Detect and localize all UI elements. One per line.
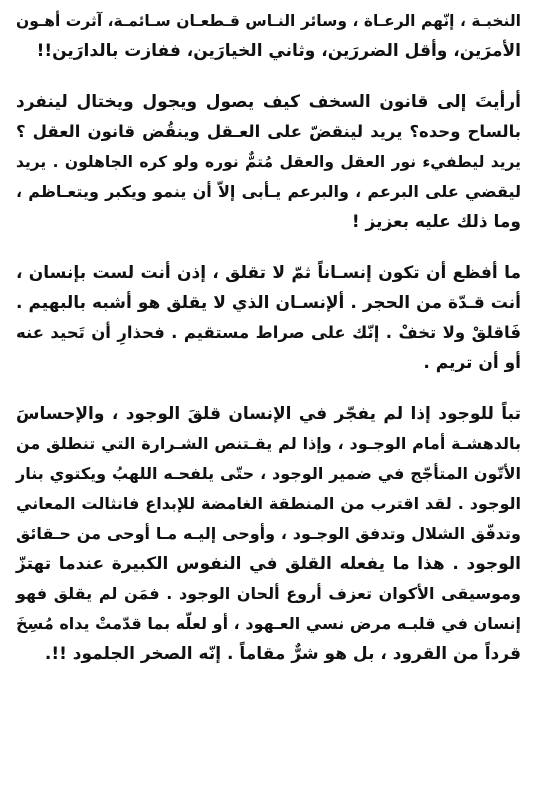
text-line: ليقضي على البرعم ، والبرعم يـأبى إلاّ أن ينمو ويكبر ويتعـاظم ، <box>16 182 521 201</box>
text-line: أو أن تريم . <box>423 353 521 373</box>
paragraph-gap <box>16 66 521 87</box>
text-line: النخبـة ، إنّهم الرعـاة ، وسائر النـاس قـطعـان سـائمـة، آثرت أهـون <box>16 12 521 30</box>
paragraph-2 <box>16 87 521 237</box>
text-line: الأمرَين، وأقل الضررَين، وثاني الخيارَين، ففازت بالدارَين!! <box>36 41 521 61</box>
text-line: الوجود . هذا ما يفعله القلق في النفوس الكبيرة عندما تهتزّ <box>16 554 521 574</box>
text-line: أرأيتَ إلى قانون السخف كيف يصول ويجول ويختال لينفرد <box>16 92 521 112</box>
text-line: وما ذلك عليه بعزيز ! <box>351 212 521 232</box>
text-line: فَاقلقْ ولا تخفْ . إنّك على صراط مستقيم . فحذارِ أن تَحيد عنه <box>16 323 521 342</box>
text-line: قرداً من القرود ، بل هو شرٌّ مقاماً . إنّه الصخر الجلمود !!. <box>44 644 521 664</box>
paragraph-4 <box>16 399 521 669</box>
text-line: الأتّون المتأجّج في ضمير الوجود ، حتّى يلفحـه اللهبُ ويكتوي بنار <box>16 464 521 483</box>
text-line: وتدفّق الشلال وتدفق الوجـود ، وأوحى إليـه مـا أوحى من حـقائق <box>16 524 521 543</box>
paragraph-gap <box>16 378 521 399</box>
paragraph-1 <box>16 6 521 66</box>
text-line: بالساح وحده؟ يريد لينقضّ على العـقل وينقُض قانون العقل ؟ <box>16 122 521 141</box>
text-line: أنت قـدّة من الحجر . ألإنسـان الذي لا يقلق هو أشبه بالبهيم . <box>16 293 521 313</box>
paragraph-3 <box>16 258 521 378</box>
text-line: تباً للوجود إذا لم يفجّر في الإنسان قلقَ الوجود ، والإحساسَ <box>16 404 521 424</box>
paragraph-gap <box>16 237 521 258</box>
text-line: وموسيقى الأكوان تعزف أروع ألحان الوجود . فمَن لم يقلق فهو <box>16 584 521 603</box>
text-line: الوجود . لقد اقترب من المنطقة الغامضة للإبداع فانثالت المعاني <box>16 494 521 513</box>
text-line: يريد ليطفيء نور العقل والعقل مُتمٌّ نوره ولو كره الجاهلون . يريد <box>16 153 521 171</box>
text-line: ما أفظع أن تكون إنسـاناً ثمّ لا تقلق ، إذن أنت لست بإنسان ، <box>16 263 521 283</box>
text-line: إنسان في قلبـه مرض نسي العـهود ، أو لعلّه بما قدّمتْ يداه مُسِخَ <box>16 614 521 633</box>
text-line: بالدهشـة أمام الوجـود ، وإذا لم يقـتنص الشـرارة التي تنطلق من <box>16 434 521 453</box>
